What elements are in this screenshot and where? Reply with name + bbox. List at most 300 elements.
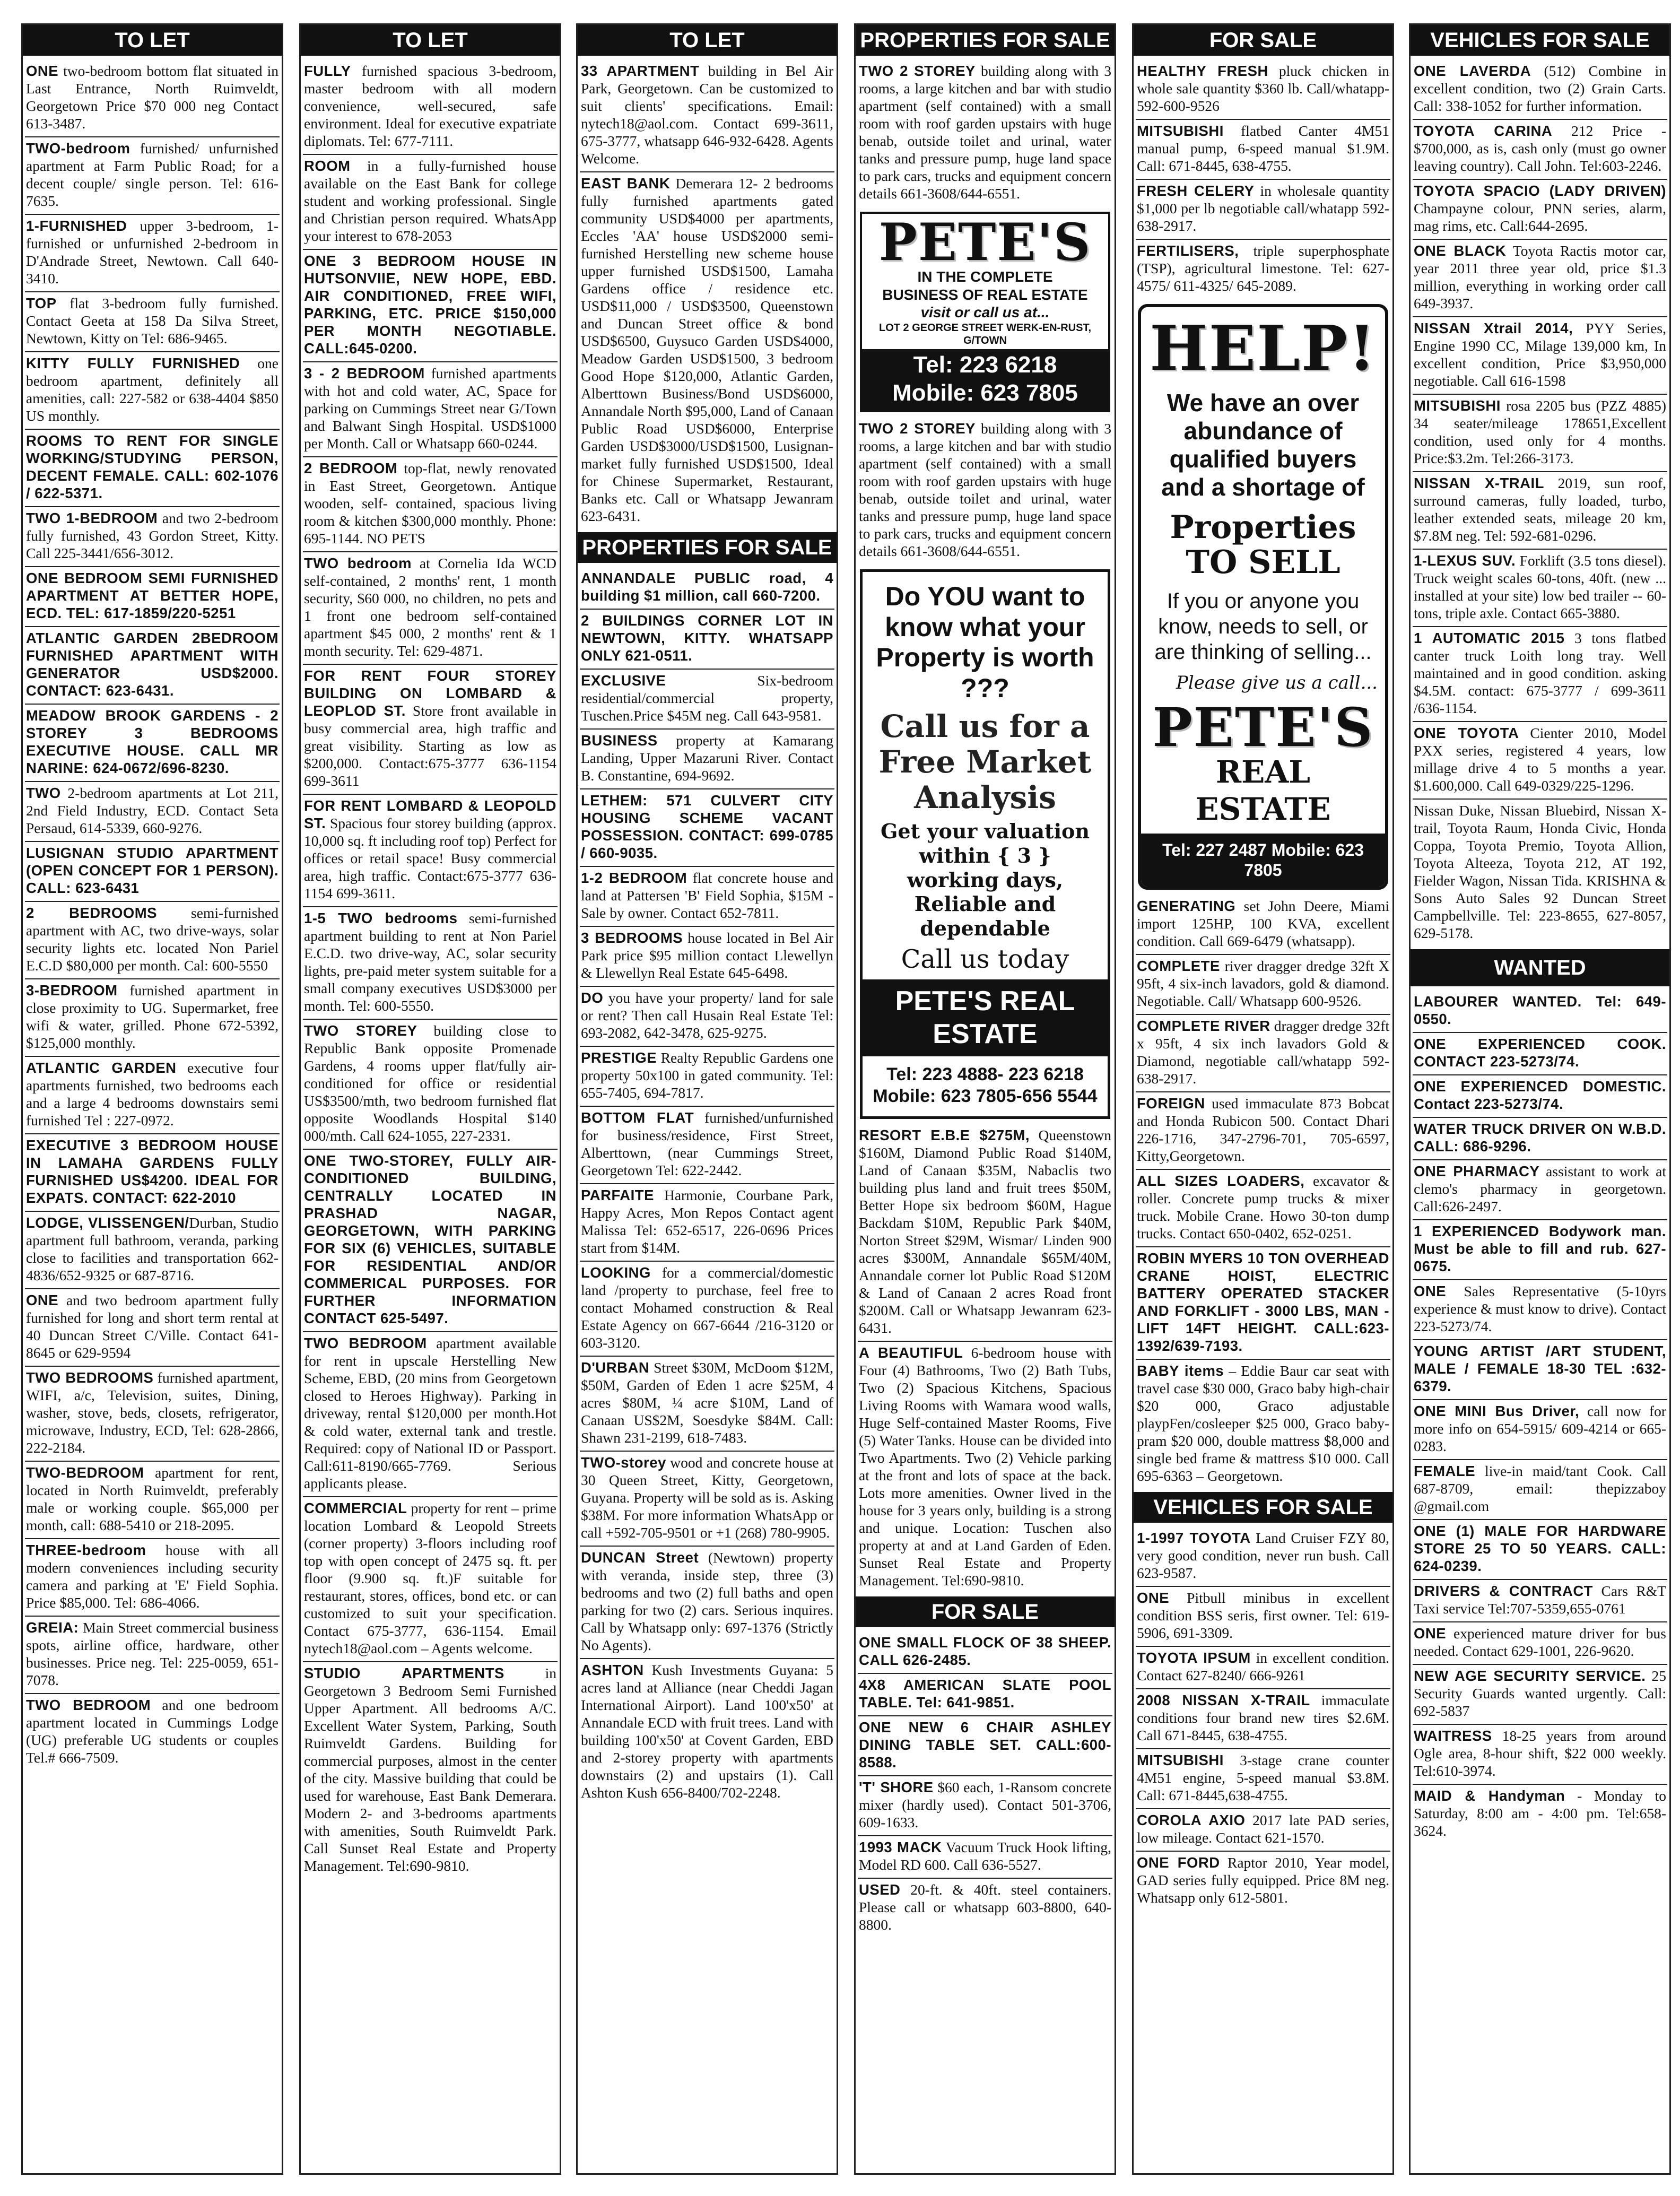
ad-body: dragger dredge 32ft x 95ft, 4 six inch lavadors Gold & Diamond, negotiable call/whatapp 592-638-2917. [1137,1018,1389,1087]
ad-list [25,60,280,1770]
classified-ad [1136,895,1390,955]
ad-lead: ONE [1414,1625,1447,1642]
ad-body: 3 tons flatbed canter truck Loith long tray. Well maintained and in good condition. asking $4.5M. contact: 675-3777 / 699-3611 /636-1154. [1414,630,1666,716]
classified-ad [580,1047,834,1107]
classified-ad [1413,120,1667,180]
ad-lead: D'URBAN [581,1359,650,1376]
ad-lead: GREIA: [26,1619,79,1636]
ad-phone: Tel: 227 2487 Mobile: 623 7805 [1141,834,1385,887]
classified-ad [580,1547,834,1659]
ad-lead: ONE MINI Bus Driver, [1414,1403,1580,1419]
classified-ad [25,1367,280,1462]
classified-ad [858,1879,1112,1938]
classified-ad [1413,1460,1667,1520]
ad-body: semi-furnished apartment with AC, two drive-ways, solar security lights etc. located Non Pariel E.C.D $80,000 per month. Cal: 600-5550 [26,905,278,974]
petes-logo: PETE'S [1152,696,1374,759]
section-header-wanted: WANTED [1411,949,1669,986]
classified-ad [580,1184,834,1262]
ad-lead: BABY items [1137,1362,1224,1379]
ad-body: executive four apartments furnished, two bedrooms each and a large 4 bedrooms downstairs semi furnished Tel : 227-0972. [26,1060,279,1129]
ad-body: and two bedroom apartment fully furnished for long and short term rental at 40 Duncan Street C/Ville. Contact 641-8645 or 629-9594 [26,1292,278,1361]
ad-lead: ONE 3 BEDROOM HOUSE IN HUTSONVIIE, NEW HOPE, EBD. AIR CONDITIONED, FREE WIFI, PARKING, ETC. PRICE $150,000 PER MONTH NEGOTIABLE. CALL:645-0200. [304,253,556,357]
ad-lead: 4X8 AMERICAN SLATE POOL TABLE. Tel: 641-9851. [859,1677,1111,1711]
ad-lead: 3 - 2 BEDROOM [304,365,425,381]
ad-body: wood and concrete house at 30 Queen Street, Kitty, Georgetown, Guyana. Property will be sold as is. Asking $38M. For more information WhatsApp or call +592-705-9501 or +1 (268) 780-9905. [581,1454,833,1541]
ad-body: 2019, sun roof, surround cameras, fully loaded, turbo, leather extended seats, mileage 20 km, $7.8M neg. Tel: 592-681-0296. [1414,475,1666,544]
ad-body: 20-ft. & 40ft. steel containers. Please call or whatsapp 603-8800, 640-8800. [859,1881,1111,1933]
ad-body: flatbed Canter 4M51 manual pump, 6-speed manual $1.9M. Call: 671-8445, 638-4755. [1137,123,1389,174]
section-header-vehicles-for-sale: VEHICLES FOR SALE [1134,1492,1392,1523]
ad-lead: ONE [26,63,59,79]
ad-mobile: Mobile: 623 7805-656 5544 [873,1086,1098,1106]
ad-lead: TWO-BEDROOM [26,1464,144,1481]
ad-body: at Cornelia Ida WCD self-contained, 2 months' rent, 1 month security, $60 000, no children, no pets and 1 front one bedroom self-contained apartment $45 000, 2 months' rent & 1 month security. Tel: 629-4871. [304,555,556,659]
ad-lead: KITTY FULLY FURNISHED [26,355,240,371]
ad-lead: TWO-storey [581,1454,666,1471]
ad-body: house with all modern conveniences including security camera and parking at 'E' Field Sophia. Price $85,000. Tel: 686-4066. [26,1542,278,1611]
ad-lead: DUNCAN Street [581,1549,699,1566]
classified-ad [580,867,834,927]
ad-body: for a commercial/domestic land /property to purchase, feel free to contact Mohamed construction & Real Estate Agency on 667-6644 /216-3120 or 603-3120. [581,1264,833,1351]
classified-ad [1136,1247,1390,1360]
classified-ad [1413,1725,1667,1785]
classified-ad [580,1107,834,1184]
classified-ad [1413,180,1667,240]
classified-ad [1413,1665,1667,1725]
ad-lead: MAID & Handyman [1414,1787,1565,1804]
ad-lead: TWO [26,785,61,801]
ad-lead: 3 BEDROOMS [581,930,683,946]
section-header-for-sale: FOR SALE [1134,25,1392,56]
classified-ad [25,1289,280,1367]
classified-ad [303,1332,558,1497]
classified-ad [25,627,280,705]
classified-ad [1413,395,1667,472]
classified-ad [858,1631,1112,1674]
ad-lead: ONE NEW 6 CHAIR ASHLEY DINING TABLE SET. CALL:600-8588. [859,1719,1111,1771]
ad-lead: ROOMS TO RENT FOR SINGLE WORKING/STUDYING PERSON, DECENT FEMALE. CALL: 602-1076 / 622-5371. [26,432,278,501]
ad-list [858,60,1112,206]
ad-lead: ONE EXPERIENCED DOMESTIC. Contact 223-5273/74. [1414,1078,1666,1112]
ad-lead: 2 BEDROOMS [26,905,158,921]
ad-body: used immaculate 873 Bobcat and Honda Rubicon 500. Contact Dhari 226-1716, 347-2796-701, 705-6597, Kitty,Georgetown. [1137,1095,1389,1165]
classified-ad [1136,60,1390,120]
classified-ad [25,842,280,902]
classified-ad [303,250,558,362]
classified-ad [1136,1809,1390,1852]
ad-lead: 1 AUTOMATIC 2015 [1414,630,1565,646]
ad-mobile: Mobile: 623 7805 [862,379,1108,411]
ad-lead: MITSUBISHI [1137,1752,1224,1769]
classified-ad [25,292,280,352]
ad-lead: YOUNG ARTIST /ART STUDENT, MALE / FEMALE 18-30 TEL :632-6379. [1414,1343,1666,1394]
classified-ad [1413,1340,1667,1400]
ad-body: 2-bedroom apartments at Lot 211, 2nd Field Industry, ECD. Contact Seta Persaud, 614-5339, 660-9276. [26,785,278,836]
ad-line: BUSINESS OF REAL ESTATE [882,286,1088,303]
ad-list [580,60,834,529]
classified-ad [580,610,834,670]
ad-body: call now for more info on 654-5915/ 609-4214 or 665-0283. [1414,1403,1666,1454]
ad-lead: ONE SMALL FLOCK OF 38 SHEEP. CALL 626-2485. [859,1634,1111,1669]
classified-ad [1413,991,1667,1033]
section-header-to-let: TO LET [578,25,837,56]
classified-ad [580,670,834,730]
ad-lead: TWO 1-BEDROOM [26,510,158,526]
ad-cta: Call us today [901,944,1069,975]
ad-body: Cars R&T Taxi service Tel:707-5359,655-0761 [1414,1583,1666,1617]
classified-ad [1413,1622,1667,1665]
ad-lead: FEMALE [1414,1463,1476,1479]
ad-lead: WAITRESS [1414,1728,1492,1744]
ad-lead: 2008 NISSAN X-TRAIL [1137,1692,1310,1709]
ad-body: in a fully-furnished house available on the East Bank for college student and working professional. Single and Christian person required. WhatsApp your interest to 678-2053 [304,158,556,244]
ad-body: Land Cruiser FZY 80, very good condition, never run bush. Call 623-9587. [1137,1530,1389,1582]
ad-body: rosa 2205 bus (PZZ 4885) 34 seater/mileage 178651,Excellent condition, used only for 4 months. Price:$3.2m. Tel:266-3173. [1414,397,1666,466]
classified-ad [580,567,834,610]
ad-body: flat 3-bedroom fully furnished. Contact Geeta at 158 Da Silva Street, Newtown, Kitty on Tel: 686-9465. [26,295,278,346]
classified-ad [303,1497,558,1662]
classified-ad [303,1020,558,1150]
ad-lead: TWO 2 STOREY [859,420,976,437]
ad-lead: 1-2 BEDROOM [581,870,687,886]
ad-body: 212 Price - $700,000, as is, cash only (must go owner leaving country). Call John. Tel:603-2246. [1414,123,1666,174]
ad-line: We have an over abundance of qualified buyers and a shortage of [1161,389,1365,501]
classified-ad [1413,60,1667,120]
ad-lead: ONE EXPERIENCED COOK. CONTACT 223-5273/74. [1414,1036,1666,1070]
classified-ad [1413,1280,1667,1340]
ad-body: and two 2-bedroom fully furnished, 43 Gordon Street, Kitty. Call 225-3441/656-3012. [26,510,278,561]
ad-lead: NISSAN X-TRAIL [1414,475,1544,491]
classified-ad [1413,240,1667,317]
ad-body: immaculate conditions four brand new tires $2.6M. Call 671-8445, 638-4755. [1137,1692,1389,1744]
ad-lead: ANNANDALE PUBLIC road, 4 building $1 million, call 660-7200. [581,570,833,604]
ad-lead: 2 BUILDINGS CORNER LOT IN NEWTOWN, KITTY. WHATSAPP ONLY 621-0511. [581,612,833,664]
classified-ad [303,665,558,795]
classified-ad [580,60,834,172]
column-to-let-3 [576,23,838,2175]
ad-list [858,418,1112,564]
ad-body: Harmonie, Courbane Park, Happy Acres, Mon Repos Contact agent Malissa Tel: 652-6517, 226-0696 Prices start from $14M. [581,1187,833,1256]
classified-ad [303,1150,558,1332]
classified-ad [858,1716,1112,1776]
ad-lead: LUSIGNAN STUDIO APARTMENT (OPEN CONCEPT FOR 1 PERSON). CALL: 623-6431 [26,845,278,896]
ad-body: Pitbull minibus in excellent condition BSS seris, first owner. Tel: 619-5906, 691-3309. [1137,1590,1389,1642]
ad-lead: MEADOW BROOK GARDENS - 2 STOREY 3 BEDROOMS EXECUTIVE HOUSE. CALL MR NARINE: 624-0672/696-8230. [26,707,278,776]
classified-ad [1136,240,1390,299]
ad-list [303,60,558,1879]
classified-ad [1136,120,1390,180]
ad-body: (Newtown) property with veranda, inside step, three (3) bedrooms and two (2) full baths and open parking for two (2) cars. Serious inquires. Call by Whatsapp only: 697-1376 (Strictly No Agents). [581,1549,834,1653]
ad-lead: A BEAUTIFUL [859,1344,963,1361]
ad-lead: ATLANTIC GARDEN 2BEDROOM FURNISHED APARTMENT WITH GENERATOR USD$2000. CONTACT: 623-6431. [26,630,278,699]
classified-ad [1413,1075,1667,1118]
ad-body: furnished apartment, WIFI, a/c, Television, suites, Dining, washer, stove, beds, closets, refrigerator, microwave, Industry, ECD, Tel: 628-2866, 222-2184. [26,1369,278,1456]
classified-ad [1136,1689,1390,1749]
ad-body: apartment available for rent in upscale Herstelling New Scheme, EBD, (20 mins from Georgetown closed to Heroes Highway). Parking in driveway, rental $120,000 per month.Hot & cold water, external tank and trestle. Required: copy of National ID or Passport. Call:611-8190/665-7769. Serious applicants please. [304,1335,556,1491]
classified-ad [1413,627,1667,722]
classified-ad [580,927,834,987]
ad-lead: COMMERCIAL [304,1500,407,1516]
ad-lead: MITSUBISHI [1137,123,1224,139]
section-header-vehicles-for-sale: VEHICLES FOR SALE [1411,25,1669,56]
classified-ad [858,60,1112,206]
classified-ad [580,172,834,529]
ad-list [1413,991,1667,1844]
classified-ad [858,1836,1112,1879]
ad-body: house located in Bel Air Park price $95 million contact Llewellyn & Llewellyn Real Estate 645-6498. [581,930,834,981]
ad-lead: ALL SIZES LOADERS, [1137,1173,1305,1190]
ad-lead: FERTILISERS, [1137,242,1239,259]
ad-lead: ONE FORD [1137,1854,1220,1871]
classified-ad [1136,180,1390,240]
ad-body: building in Bel Air Park, Georgetown. Can be customized to suit clients' specifications. Email: nytech18@aol.com. Contact 699-3611, 675-3777, whatsapp 646-932-6428. Agents Welcome. [581,63,834,167]
ad-lead: ONE PHARMACY [1414,1163,1540,1179]
ad-list [1413,60,1667,946]
ad-body: live-in maid/tant Cook. Call 687-8709, email: thepizzaboy @gmail.com [1414,1463,1666,1514]
ad-body: 2017 late PAD series, low mileage. Contact 621-1570. [1137,1812,1389,1846]
ad-line: visit or call us at... [920,304,1050,321]
market-analysis-ad [860,569,1110,1119]
classified-ad [1413,472,1667,550]
classified-ad [580,1452,834,1547]
classified-ad [580,789,834,867]
ad-lead: BUSINESS [581,732,658,749]
ad-body: one bedroom apartment, definitely all amenities, call: 227-582 or 638-4404 $850 US monthly. [26,355,278,424]
ad-lead: COMPLETE RIVER [1137,1018,1270,1035]
ad-lead: TWO bedroom [304,555,412,571]
classified-ad [25,1212,280,1289]
classified-ad [1136,1852,1390,1911]
ad-body: Champayne colour, PNN series, alarm, mag rims, etc. Call:644-2695. [1414,200,1666,234]
ad-lead: USED [859,1881,901,1898]
classified-ad [25,782,280,842]
ad-lead: ASHTON [581,1662,644,1678]
ad-body: Store front available in busy commercial area, high traffic and great visibility. Starting as low as $200,000. Contact:675-3777 636-1154 699-3611 [304,702,557,789]
ad-lead: COMPLETE [1137,958,1220,975]
classified-ad [25,705,280,782]
classified-ad [1413,1033,1667,1075]
classified-ad [303,907,558,1020]
ad-body: Cienter 2010, Model PXX series, registered 4 years, low millage drive 4 to 5 months a year. $1.600,000. Call 649-0329/225-1296. [1414,725,1666,794]
ad-list [1136,1527,1390,1911]
classified-ad [25,1539,280,1617]
ad-body: property for rent – prime location Lombard & Leopold Streets (corner property) 3-floors including roof top with open concept of 2475 sq. ft. per floor (9.900 sq. ft.)F suitable for restaurant, stores, offices, bond etc. or can customized to suit your specification. Contact 675-3777, 636-1154. Email nytech18@aol.com – Agents welcome. [304,1500,556,1656]
ad-line: IN THE COMPLETE [917,268,1053,285]
ad-lead: EXECUTIVE 3 BEDROOM HOUSE IN LAMAHA GARDENS FULLY FURNISHED US$4200. IDEAL FOR EXPATS. CONTACT: 622-2010 [26,1137,278,1206]
ad-lead: ONE (1) MALE FOR HARDWARE STORE 25 TO 50 YEARS. CALL: 624-0239. [1414,1523,1666,1574]
classified-ad [1413,1160,1667,1220]
classified-ad [1413,722,1667,800]
ad-body: property at Kamarang Landing, Upper Mazaruni River. Contact B. Constantine, 694-9692. [581,732,833,784]
ad-line: Properties TO SELL [1170,508,1356,581]
classified-ad [25,352,280,430]
ad-body: $60 each, 1-Ransom concrete mixer (hardly used). Contact 501-3706, 609-1633. [859,1779,1111,1831]
ad-address: LOT 2 GEORGE STREET WERK-EN-RUST, G/TOWN [878,322,1092,346]
ad-lead: TOYOTA IPSUM [1137,1650,1251,1666]
ad-detail: Get your valuation within { 3 } working days, Reliable and dependable [880,819,1090,940]
column-properties-for-sale [854,23,1116,2175]
ad-lead: ONE LAVERDA [1414,63,1531,79]
ad-lead: PRESTIGE [581,1049,657,1066]
ad-body: Nissan Duke, Nissan Bluebird, Nissan X-trail, Toyota Raum, Honda Civic, Honda Coppa, Toyota Premio, Toyota Allion, Toyota Alteeza, Toyota 212, AT 192, Fielder Wagon, Nissan Tida. KRISHNA & Sons Auto Sales 92 Duncan Street Campbellville. Tel: 223-8655, 627-8057, 629-5178. [1414,802,1666,941]
classified-ad [25,215,280,292]
ad-body: Street $30M, McDoom $12M, $50M, Garden of Eden 1 acre $25M, 4 acres $80M, ¼ acre $10M, Land of Canaan US$2M, Soesdyke $84M. Call: Shawn 231-2199, 618-7483. [581,1359,833,1446]
ad-headline: Do YOU want to know what your Property is worth ??? [876,581,1094,703]
ad-list [858,1124,1112,1593]
ad-lead: 1-LEXUS SUV. [1414,552,1516,569]
classified-ad [25,507,280,567]
classified-ad [1413,1220,1667,1280]
ad-lead: FOREIGN [1137,1095,1205,1112]
section-header-properties-for-sale: PROPERTIES FOR SALE [578,532,837,563]
ad-lead: 3-BEDROOM [26,982,118,999]
classified-ad [25,137,280,215]
ad-lead: GENERATING [1137,898,1236,915]
classified-ad [25,1694,280,1770]
ad-lead: TWO BEDROOM [26,1697,151,1713]
classified-ad [303,60,558,155]
classified-ad [25,430,280,507]
ad-body: pluck chicken in whole sale quantity $360 lb. Call/whatapp- 592-600-9526 [1137,63,1389,114]
ad-body: Sales Representative (5-10yrs experience & must know to drive). Contact 223-5273/74. [1414,1283,1666,1334]
classified-ad [303,1662,558,1879]
ad-lead: TOYOTA CARINA [1414,123,1553,139]
classified-ad [25,567,280,627]
ad-body: assistant to work at clemo's pharmacy in georgetown. Call:626-2497. [1414,1163,1666,1214]
ad-body: furnished/unfurnished for business/residence, First Street, Alberttown, (near Cummings Street, Georgetown Tel: 622-2442. [581,1109,833,1178]
ad-body: furnished apartments with hot and cold water, AC, Space for parking on Cummings Street near G/Town and Balwant Singh Hospital. USD$1000 per Month. Call or Whatsapp 660-0244. [304,365,556,452]
ad-lead: 1-FURNISHED [26,218,127,234]
ad-body: furnished apartment in close proximity to UG. Supermarket, free wifi & water, grilled. Phone 672-5392, $125,000 monthly. [26,982,278,1051]
ad-list [1136,60,1390,299]
ad-body: two-bedroom bottom flat situated in Last Entrance, North Ruimveldt, Georgetown Price $70 000 neg Contact 613-3487. [26,63,278,132]
ad-body: Vacuum Truck Hook lifting, Model RD 600. Call 636-5527. [859,1839,1111,1873]
ad-body: Demerara 12- 2 bedrooms fully furnished apartments gated community USD$4000 per apartments, Eccles 'AA' house USD$2000 semi- furnished Herstelling new scheme house upper furnished USD$1500, Lamaha Gardens office / residence etc. USD$11,000 / USD$3500, Queenstown and Duncan Street office & bond USD$6500, Guysuco Garden USD$4000, Meadow Garden USD$1500, 3 bedroom Good Hope $120,000, Atlantic Garden, Alberttown Business/Bond USD$6000, Annandale North $95,000, Land of Canaan Public Road USD$6000, Enterprise Garden USD$3000/USD$1500, Lusignan-market fully furnished USD$1500, Ideal for Chinese Supermarket, Restaurant, Banks etc. Call or Whatsapp Jewanram 623-6431. [581,175,833,524]
ad-body: building along with 3 rooms, a large kitchen and bar with studio apartment (self contained) with a small room with roof garden upstairs with huge benab, outside toilet and urinal, water tanks and pressure pump, huge land space to park cars, trucks and equipment concern details 661-3608/644-6551. [859,63,1111,202]
column-to-let-2 [299,23,561,2175]
ad-lead: LABOURER WANTED. Tel: 649-0550. [1414,993,1666,1027]
ad-lead: ATLANTIC GARDEN [26,1060,177,1076]
ad-body: Forklift (3.5 tons diesel). Truck weight scales 60-tons, 40ft. (new ... installed at your site) low bed trailer -- 60-tons, triple axle. Contact 665-3880. [1414,552,1666,621]
ad-lead: TWO 2 STOREY [859,63,976,79]
section-header-to-let: TO LET [23,25,282,56]
classified-ad [858,1674,1112,1716]
ad-lead: LETHEM: 571 CULVERT CITY HOUSING SCHEME VACANT POSSESSION. CONTACT: 699-0785 / 660-9035. [581,792,833,861]
ad-lead: 1-1997 TOYOTA [1137,1530,1251,1547]
ad-lead: STUDIO APARTMENTS [304,1665,504,1681]
classified-ad [1413,1580,1667,1622]
ad-body: flat concrete house and land at Pattersen 'B' Field Sophia, $15M - Sale by owner. Contact 652-7811. [581,870,833,921]
classified-ad [858,1776,1112,1836]
column-to-let-1 [21,23,283,2175]
classified-ad [1136,1749,1390,1809]
classified-ad [303,552,558,665]
petes-real-estate-logo: PETE'S REAL ESTATE [863,979,1108,1056]
ad-lead: ONE BLACK [1414,242,1507,259]
classified-ad [25,979,280,1057]
ad-lead: EXCLUSIVE [581,672,666,689]
classified-ad [1136,1587,1390,1647]
petes-real-estate-ad [860,212,1110,412]
classified-ad [1136,955,1390,1015]
ad-lead: 33 APARTMENT [581,63,700,79]
classified-ad [1136,1647,1390,1689]
classified-ad [1413,1520,1667,1580]
ad-phone: Tel: 223 6218 [862,349,1108,379]
ad-lead: DRIVERS & CONTRACT [1414,1583,1593,1599]
ad-lead: ROBIN MYERS 10 TON OVERHEAD CRANE HOIST, ELECTRIC BATTERY OPERATED STACKER AND FORKLIFT - 3000 LBS, MAN -LIFT 14FT HEIGHT. CALL:623-1392/639-7193. [1137,1250,1389,1355]
ad-list [1136,895,1390,1489]
ad-body: Durban, Studio apartment full bathroom, veranda, parking close to facilities and transportation 662-4836/652-9325 or 687-8716. [26,1214,278,1283]
classified-ad [1136,1092,1390,1170]
classified-ad [858,1342,1112,1593]
ad-offer: Call us for a Free Market Analysis [878,708,1092,815]
ad-lead: MITSUBISHI [1414,397,1501,414]
ad-body: in excellent condition. Contact 627-8240/ 666-9261 [1137,1650,1389,1684]
classified-ad [303,795,558,907]
ad-list [858,1631,1112,1938]
classified-ad [303,362,558,457]
ad-body: Six-bedroom residential/commercial property, Tuschen.Price $45M neg. Call 643-9581. [581,672,833,724]
ad-lead: TWO BEDROOMS [26,1369,154,1386]
ad-body: in wholesale quantity $1,000 per lb negotiable call/whatapp 592-638-2917. [1137,183,1389,234]
ad-lead: ROOM [304,158,351,174]
section-header-properties-for-sale: PROPERTIES FOR SALE [856,25,1115,56]
ad-lead: HEALTHY FRESH [1137,63,1268,79]
ad-body: PYY Series, Engine 1990 CC, Milage 139,000 km, In excellent condition, Price $3,950,000 negotiable. Call 616-1598 [1414,320,1667,389]
ad-lead: DO [581,989,604,1006]
classified-ad [580,1357,834,1452]
ad-body: furnished spacious 3-bedroom, master bedroom with all modern convenience, well-secured, safe environment. Ideal for executive expatriate diplomats. Tel: 677-7111. [304,63,556,149]
classified-ad [25,60,280,137]
classified-ad [1136,1015,1390,1092]
ad-body: 6-bedroom house with Four (4) Bathrooms, Two (2) Bath Tubs, Two (2) Spacious Kitchens, Spacious Living Rooms with Wamara wood walls, Huge Self-contained Master Rooms, Five (5) Water Tanks. House can be divided into Two Apartments. Two (2) Vehicle parking at the front and lots of space at the back. Lots more amenities. Owner lived in the house for 3 years only, building is a strong and unique. Location: Tuschen also property at and at Land Garden of Eden. Sunset Real Estate and Property Management. Tel:690-9810. [859,1344,1111,1589]
ad-body: apartment for rent, located in North Ruimveldt, preferably male or working couple. $65,000 per month, call: 688-5410 or 218-2095. [26,1464,278,1533]
ad-lead: LOOKING [581,1264,651,1281]
ad-lead: RESORT E.B.E $275M, [859,1127,1030,1144]
classified-ad [1413,1118,1667,1160]
ad-body: Raptor 2010, Year model, GAD series fully equipped. Price 8M neg. Whatsapp only 612-5801. [1137,1854,1390,1906]
ad-phone: Tel: 223 4888- 223 6218 [886,1064,1084,1084]
ad-body: excavator & roller. Concrete pump trucks & mixer truck. Mobile Crane. Howo 30-ton dump trucks. Contact 650-0402, 652-0251. [1137,1173,1389,1242]
classified-ad [25,1057,280,1134]
ad-lead: ONE TWO-STOREY, FULLY AIR-CONDITIONED BUILDING, CENTRALLY LOCATED IN PRASHAD NAGAR, GEORGETOWN, WITH PARKING FOR SIX (6) VEHICLES, SUITABLE FOR RESIDENTIAL AND/OR COMMERICAL PURPOSES. FOR FURTHER INFORMATION CONTACT 625-5497. [304,1152,556,1326]
ad-line: Please give us a call... [1176,672,1378,693]
ad-lead: 1993 MACK [859,1839,942,1856]
ad-body: Spacious four storey building (approx. 10,000 sq. ft including roof top) Perfect for offices or retail space! Busy commercial area, high traffic. Contact:675-3777 636-1154 699-3611. [304,815,556,901]
ad-body: (512) Combine in excellent condition, two (2) Grain Carts. Call: 338-1052 for further information. [1414,63,1666,114]
ad-lead: TWO STOREY [304,1022,417,1039]
classified-ad [25,902,280,979]
ad-body: Toyota Ractis motor car, year 2011 three year old, price $1.3 million, everything in working order call 649-3937. [1414,242,1666,311]
classified-ad [1413,550,1667,627]
classified-ad [858,1124,1112,1342]
classified-ad [1413,1400,1667,1460]
ad-lead: 1 EXPERIENCED Bodywork man. Must be able to fill and rub. 627-0675. [1414,1223,1666,1274]
petes-logo-subtitle: REAL ESTATE [1195,754,1331,827]
ad-body: – Eddie Baur car seat with travel case $30 000, Graco baby high-chair $20 000, Graco adjustable playpFen/cosleeper $25 000, Graco baby-pram $20 000, double mattress $8,000 and single bed frame & mattress $10 000. Call 695-6363 – Georgetown. [1137,1362,1389,1485]
ad-body: 25 Security Guards wanted urgently. Call: 692-5837 [1414,1668,1666,1719]
ad-lead: THREE-bedroom [26,1542,146,1558]
ad-lead: TWO BEDROOM [304,1335,427,1351]
ad-lead: ONE BEDROOM SEMI FURNISHED APARTMENT AT BETTER HOPE, ECD. TEL: 617-1859/220-5251 [26,570,278,621]
ad-body: set John Deere, Miami import 125HP, 100 KVA, excellent condition. Call 669-6479 (whatsapp). [1137,898,1389,950]
classified-ad [858,418,1112,564]
ad-lead: WATER TRUCK DRIVER ON W.B.D. CALL: 686-9296. [1414,1121,1666,1155]
ad-lead: 'T' SHORE [859,1779,934,1796]
ad-lead: LODGE, VLISSENGEN/ [26,1214,189,1231]
classified-ad [580,1659,834,1806]
